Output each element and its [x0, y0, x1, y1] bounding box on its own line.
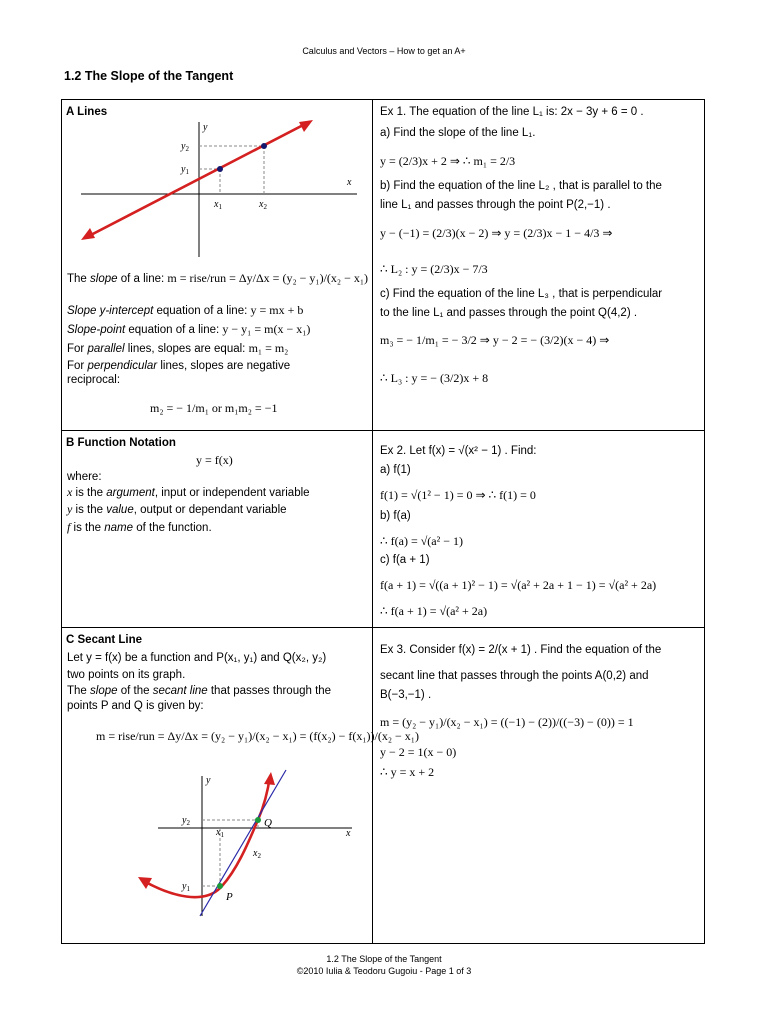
perpendicular-formula: m₂ = − 1/m₁ or m₁m₂ = −1 [150, 401, 278, 415]
footer-title: 1.2 The Slope of the Tangent [326, 954, 442, 964]
svg-text:x1: $x_1$ [216, 827, 224, 839]
slope-definition: The slope of a line: m = rise/run = Δy/Δx = (y₂ − y₁)/(x₂ − x₁) [67, 271, 369, 285]
lines-graph [75, 110, 365, 260]
ex3-slope-solution: m = (y₂ − y₁)/(x₂ − x₁) = ((−1) − (2))/((−3) − (0)) = 1 [380, 715, 634, 729]
ex1-part-b-answer: ∴ L₂ : y = (2/3)x − 7/3 [380, 262, 488, 276]
ex2-part-a: a) f(1) [380, 464, 411, 476]
page-title: 1.2 The Slope of the Tangent [64, 69, 234, 83]
name-definition: f is the name of the function. [67, 520, 212, 534]
ex3-statement-cont: secant line that passes through the points A(0,2) and [380, 670, 649, 682]
x1-label: x [214, 199, 219, 210]
ex3-equation: y − 2 = 1(x − 0) [380, 745, 457, 759]
section-c-heading: C Secant Line [66, 634, 143, 646]
row-divider-1 [61, 430, 705, 431]
ex1-part-b-cont: line L₁ and passes through the point P(2,−1) . [380, 199, 611, 211]
y-axis-label: y [206, 775, 211, 786]
function-notation-formula: y = f(x) [196, 453, 233, 467]
footer-copyright: ©2010 Iulia & Teodoru Gugoiu - Page 1 of 3 [296, 966, 472, 976]
ex2-part-b-solution: ∴ f(a) = √(a² − 1) [380, 534, 463, 548]
ex1-part-c: c) Find the equation of the line L₃ , that is perpendicular [380, 288, 663, 300]
slope-point-eq: Slope-point equation of a line: y − y₁ = m(x − x₁) [67, 322, 311, 336]
y-axis-label: y [203, 122, 208, 133]
ex2-part-a-solution: f(1) = √(1² − 1) = 0 ⇒ ∴ f(1) = 0 [380, 488, 536, 502]
parallel-rule: For parallel lines, slopes are equal: m₁ = m₂ [67, 341, 289, 355]
perpendicular-rule: For perpendicular lines, slopes are negative [67, 360, 291, 372]
x-axis-label: x [346, 828, 351, 839]
svg-text:x1: $x_1$ [214, 199, 222, 211]
perpendicular-rule-cont: reciprocal: [67, 374, 121, 386]
row-divider-2 [61, 627, 705, 628]
point-q-label: Q [264, 817, 272, 829]
svg-text:x2: $x_2$ [253, 848, 261, 860]
where-label: where: [67, 471, 102, 483]
y2-label: y [181, 141, 186, 152]
ex3-answer: ∴ y = x + 2 [380, 765, 435, 779]
svg-text:y2: $y_2$ [182, 815, 190, 827]
x-axis-label: x [347, 177, 352, 188]
y2-label: y [182, 815, 187, 826]
secant-slope-text-cont: points P and Q is given by: [67, 700, 204, 712]
svg-text:y2: $y_2$ [181, 141, 189, 153]
secant-slope-text: The slope of the secant line that passes through the [67, 685, 332, 697]
ex2-part-b: b) f(a) [380, 510, 411, 522]
ex2-part-c-answer: ∴ f(a + 1) = √(a² + 2a) [380, 604, 488, 618]
svg-text:x2: $x_2$ [259, 199, 267, 211]
x1-label: x [216, 827, 221, 838]
ex3-statement-cont2: B(−3,−1) . [380, 689, 432, 701]
x2-label: x [259, 199, 264, 210]
point-p-label: P [226, 891, 233, 903]
ex1-part-c-solution: m₃ = − 1/m₁ = − 3/2 ⇒ y − 2 = − (3/2)(x − 4) ⇒ [380, 333, 610, 347]
ex3-statement: Ex 3. Consider f(x) = 2/(x + 1) . Find the equation of the [380, 644, 662, 656]
ex1-part-b-solution: y − (−1) = (2/3)(x − 2) ⇒ y = (2/3)x − 1 − 4/3 ⇒ [380, 226, 613, 240]
ex1-part-a: a) Find the slope of the line L₁. [380, 127, 536, 139]
y1-label: y [181, 164, 186, 175]
ex2-part-c-solution: f(a + 1) = √((a + 1)² − 1) = √(a² + 2a + 1 − 1) = √(a² + 2a) [380, 578, 657, 592]
page-header: Calculus and Vectors – How to get an A+ [302, 46, 466, 56]
ex1-part-c-cont: to the line L₁ and passes through the point Q(4,2) . [380, 307, 638, 319]
ex2-statement: Ex 2. Let f(x) = √(x² − 1) . Find: [380, 445, 537, 457]
secant-intro-cont: two points on its graph. [67, 669, 186, 681]
x2-label: x [253, 848, 258, 859]
ex1-part-c-answer: ∴ L₃ : y = − (3/2)x + 8 [380, 371, 489, 385]
svg-text:y1: $y_1$ [182, 881, 190, 893]
ex1-part-a-solution: y = (2/3)x + 2 ⇒ ∴ m₁ = 2/3 [380, 154, 516, 168]
value-definition: y is the value, output or dependant variable [67, 502, 287, 516]
slope-intercept-eq: Slope y-intercept equation of a line: y = mx + b [67, 303, 304, 317]
section-a-heading: A Lines [66, 106, 108, 118]
argument-definition: x is the argument, input or independent variable [67, 485, 310, 499]
ex1-part-b: b) Find the equation of the line L₂ , that is parallel to the [380, 180, 662, 192]
column-divider [372, 99, 373, 944]
section-b-heading: B Function Notation [66, 437, 176, 449]
ex2-part-c: c) f(a + 1) [380, 554, 430, 566]
ex1-statement: Ex 1. The equation of the line L₁ is: 2x − 3y + 6 = 0 . [380, 106, 644, 118]
secant-slope-formula: m = rise/run = Δy/Δx = (y₂ − y₁)/(x₂ − x₁) = (f(x₂) − f(x₁))/(x₂ − x₁) [96, 729, 419, 743]
y1-label: y [182, 881, 187, 892]
svg-text:y1: $y_1$ [181, 164, 189, 176]
secant-intro: Let y = f(x) be a function and P(x₁, y₁) and Q(x₂, y₂) [67, 652, 327, 664]
secant-graph [130, 768, 370, 918]
